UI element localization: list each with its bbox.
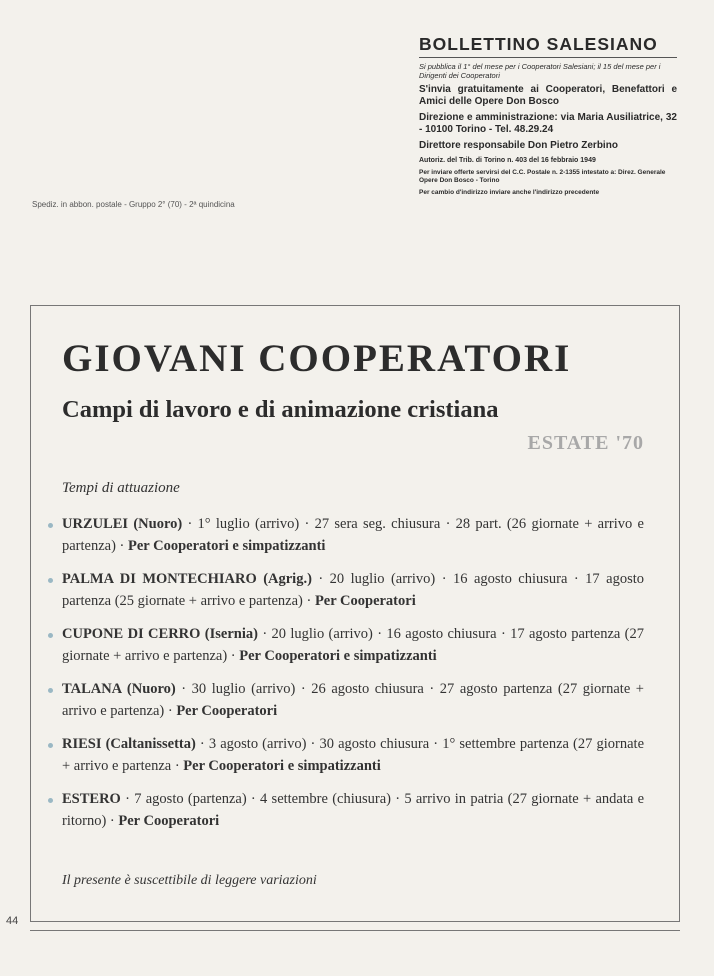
camp-place: CUPONE DI CERRO (Isernia) bbox=[62, 626, 258, 642]
camp-details: · 20 luglio (arrivo) · 16 agosto chiusura · 17 agosto partenza (25 giornate + arrivo e partenza) · bbox=[62, 571, 645, 609]
publication-note: Si pubblica il 1° del mese per i Cooperatori Salesiani; il 15 del mese per i Dirigenti dei Cooperatori bbox=[419, 62, 661, 80]
camp-details: · 3 agosto (arrivo) · 30 agosto chiusura · 1° settembre partenza (27 giornate + arrivo e partenza · bbox=[62, 736, 644, 774]
masthead bbox=[419, 34, 677, 197]
camp-target: Per Cooperatori e simpatizzanti bbox=[128, 537, 326, 554]
article-subtitle: Campi di lavoro e di animazione cristiana bbox=[62, 396, 499, 423]
authorization-note: Autoriz. del Trib. di Torino n. 403 del 16 febbraio 1949 bbox=[419, 157, 596, 164]
camp-place: URZULEI (Nuoro) bbox=[62, 516, 183, 532]
masthead-title: BOLLETTINO SALESIANO bbox=[419, 34, 658, 54]
disclaimer-note: Il presente è suscettibile di leggere variazioni bbox=[62, 873, 317, 888]
camp-target: Per Cooperatori e simpatizzanti bbox=[239, 647, 437, 664]
bottom-rule bbox=[30, 930, 680, 931]
free-distribution-note: S'invia gratuitamente ai Cooperatori, Benefattori e Amici delle Opere Don Bosco bbox=[419, 84, 677, 107]
camp-details: · 1° luglio (arrivo) · 27 sera seg. chiusura · 28 part. (26 giornate + arrivo e partenza) · bbox=[62, 516, 644, 554]
camp-details: · 30 luglio (arrivo) · 26 agosto chiusura · 27 agosto partenza (27 giornate + arrivo e partenza) · bbox=[62, 681, 644, 719]
camp-list bbox=[48, 514, 644, 844]
director-note: Direttore responsabile Don Pietro Zerbino bbox=[419, 140, 618, 151]
article-title: GIOVANI COOPERATORI bbox=[62, 337, 572, 380]
bullet-icon bbox=[48, 523, 53, 528]
address-note: Direzione e amministrazione: via Maria Ausiliatrice, 32 - 10100 Torino - Tel. 48.29.24 bbox=[419, 112, 677, 135]
postal-shipping-note: Spediz. in abbon. postale - Gruppo 2° (70) - 2ª quindicina bbox=[32, 200, 235, 209]
list-item bbox=[48, 679, 644, 722]
list-item bbox=[48, 734, 644, 777]
camp-target: Per Cooperatori e simpatizzanti bbox=[183, 757, 381, 774]
camp-target: Per Cooperatori bbox=[314, 592, 416, 609]
bleed-through-text bbox=[30, 40, 410, 90]
list-item bbox=[48, 569, 644, 612]
camp-target: Per Cooperatori bbox=[118, 812, 220, 829]
bullet-icon bbox=[48, 798, 53, 803]
address-change-note: Per cambio d'indirizzo inviare anche l'indirizzo precedente bbox=[419, 189, 600, 196]
bullet-icon bbox=[48, 688, 53, 693]
bullet-icon bbox=[48, 633, 53, 638]
masthead-rule bbox=[419, 57, 677, 58]
list-item bbox=[48, 624, 644, 667]
camp-place: ESTERO bbox=[62, 791, 121, 807]
camp-place: RIESI (Caltanissetta) bbox=[62, 736, 196, 752]
postal-account-note: Per inviare offerte servirsi del C.C. Postale n. 2-1355 intestato a: Direz. Generale Opere Don Bosco - Torino bbox=[419, 169, 666, 184]
camp-target: Per Cooperatori bbox=[176, 702, 278, 719]
page-number: 44 bbox=[6, 915, 19, 927]
section-label: Tempi di attuazione bbox=[62, 480, 180, 496]
camp-place: TALANA (Nuoro) bbox=[62, 681, 176, 697]
list-item bbox=[48, 514, 644, 557]
camp-details: · 20 luglio (arrivo) · 16 agosto chiusura · 17 agosto partenza (27 giornate + arrivo e partenza) · bbox=[62, 626, 645, 664]
camp-place: PALMA DI MONTECHIARO (Agrig.) bbox=[62, 571, 312, 587]
season-label: ESTATE '70 bbox=[527, 432, 644, 454]
camp-details: · 7 agosto (partenza) · 4 settembre (chiusura) · 5 arrivo in patria (27 giornate + andata e ritorno) · bbox=[62, 791, 644, 829]
list-item bbox=[48, 789, 644, 832]
bullet-icon bbox=[48, 743, 53, 748]
bullet-icon bbox=[48, 578, 53, 583]
